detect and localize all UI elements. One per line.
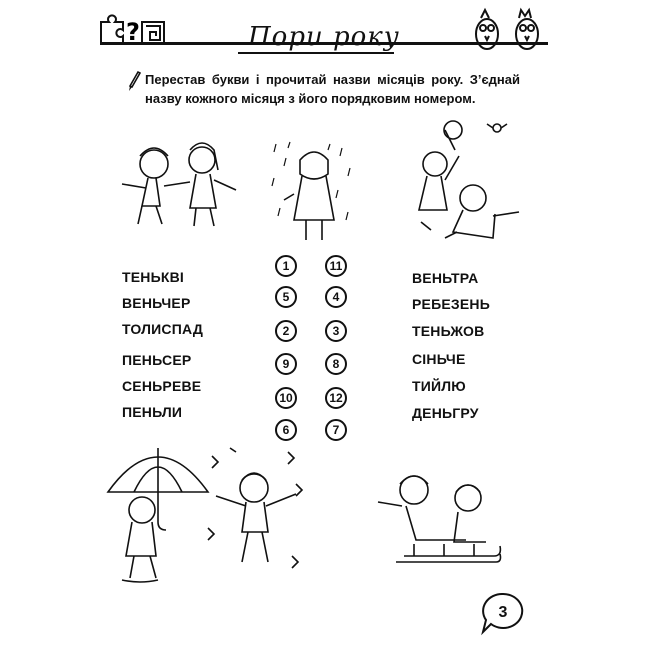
scrambled-word: ПЕНЬЛИ [122, 404, 183, 420]
title-underline [238, 52, 394, 54]
scrambled-word: СЕНЬРЕВЕ [122, 378, 202, 394]
page-number-badge [480, 590, 526, 636]
scrambled-word: ПЕНЬСЕР [122, 352, 192, 368]
scrambled-word: ТЕНЬЖОВ [412, 323, 485, 339]
puzzle-icon [101, 15, 123, 44]
number-circle[interactable]: 6 [275, 419, 297, 441]
number-circle[interactable]: 10 [275, 387, 297, 409]
scrambled-word: ДЕНЬГРУ [412, 405, 479, 421]
number-circle[interactable]: 3 [325, 320, 347, 342]
child-with-umbrella-illustration [104, 448, 214, 586]
children-sledding-illustration [356, 462, 502, 580]
number-circle[interactable]: 12 [325, 387, 347, 409]
number-circle[interactable]: 1 [275, 255, 297, 277]
number-circle[interactable]: 2 [275, 320, 297, 342]
number-circle[interactable]: 7 [325, 419, 347, 441]
child-falling-leaves-illustration [200, 444, 310, 582]
scrambled-word: ТЕНЬКВІ [122, 269, 185, 285]
page-number: 3 [498, 604, 508, 621]
scrambled-word: РЕБЕЗЕНЬ [412, 296, 490, 312]
girl-in-rain-illustration [268, 138, 358, 246]
instruction-text: Перестав букви і прочитай назви місяців року. З’єднай назву кожного місяця з його порядковим номером. [145, 72, 520, 106]
scrambled-word: ВЕНЬЧЕР [122, 295, 191, 311]
scrambled-word: ТОЛИСПАД [122, 321, 204, 337]
birds-icon [465, 6, 550, 54]
number-circle[interactable]: 4 [325, 286, 347, 308]
children-summer-illustration [405, 118, 535, 248]
page-title: Пори року [248, 22, 400, 52]
number-circle[interactable]: 11 [325, 255, 347, 277]
number-circle[interactable]: 5 [275, 286, 297, 308]
maze-icon [142, 22, 164, 44]
scrambled-word: СІНЬЧЕ [412, 351, 466, 367]
scrambled-word: ВЕНЬТРА [412, 270, 479, 286]
number-circle[interactable]: 8 [325, 353, 347, 375]
scrambled-word: ТИЙЛЮ [412, 378, 466, 394]
children-autumn-illustration [112, 128, 247, 240]
pencil-icon [127, 70, 141, 92]
question-icon: ? [126, 18, 140, 46]
number-circle[interactable]: 9 [275, 353, 297, 375]
